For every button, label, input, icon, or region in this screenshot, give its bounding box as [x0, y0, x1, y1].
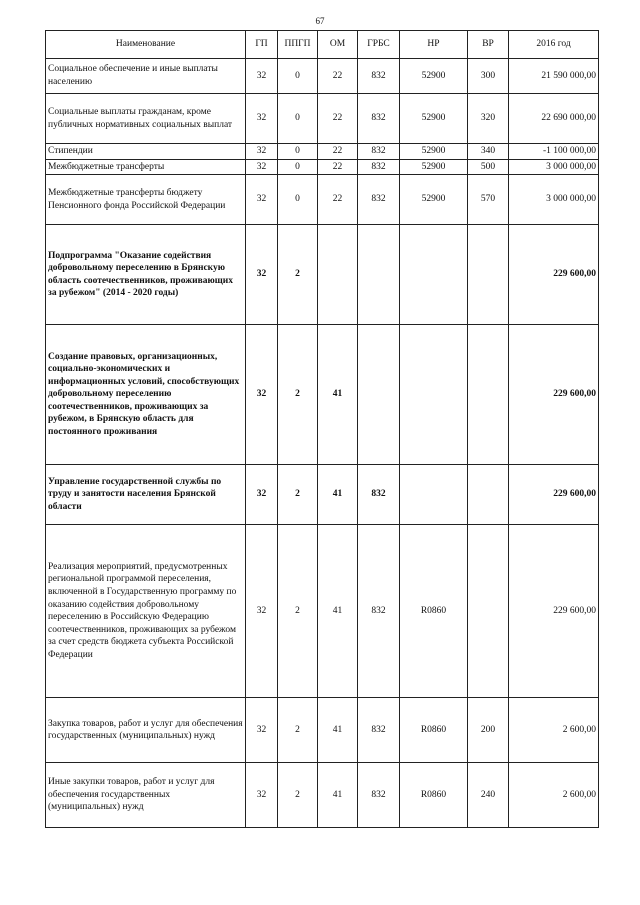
- row-gp: 32: [246, 59, 278, 94]
- row-gp: 32: [246, 465, 278, 525]
- header-vr: ВР: [468, 31, 509, 59]
- row-gp: 32: [246, 225, 278, 325]
- table-row: [46, 698, 599, 763]
- row-amount: 3 000 000,00: [509, 159, 599, 175]
- row-grbs: [358, 225, 400, 325]
- row-om: 41: [318, 698, 358, 763]
- row-vr: [468, 225, 509, 325]
- header-gp: ГП: [246, 31, 278, 59]
- row-om: [318, 225, 358, 325]
- row-nr: 52900: [400, 144, 468, 160]
- row-gp: 32: [246, 159, 278, 175]
- header-nr: НР: [400, 31, 468, 59]
- row-grbs: 832: [358, 59, 400, 94]
- row-gp: 32: [246, 94, 278, 144]
- table-row: [46, 465, 599, 525]
- table-row: [46, 225, 599, 325]
- row-name: Иные закупки товаров, работ и услуг для обеспечения государственных (муниципальных) нужд: [46, 763, 246, 828]
- row-om: 22: [318, 175, 358, 225]
- row-name: Закупка товаров, работ и услуг для обеспечения государственных (муниципальных) нужд: [46, 698, 246, 763]
- row-grbs: 832: [358, 763, 400, 828]
- header-ppgp: ППГП: [278, 31, 318, 59]
- row-ppgp: 2: [278, 763, 318, 828]
- row-ppgp: 2: [278, 225, 318, 325]
- row-amount: 229 600,00: [509, 465, 599, 525]
- row-ppgp: 0: [278, 94, 318, 144]
- header-year-2016: 2016 год: [509, 31, 599, 59]
- row-ppgp: 0: [278, 59, 318, 94]
- row-vr: [468, 525, 509, 698]
- row-name: Социальные выплаты гражданам, кроме публичных нормативных социальных выплат: [46, 94, 246, 144]
- row-nr: 52900: [400, 175, 468, 225]
- table-row: [46, 763, 599, 828]
- table-row: [46, 59, 599, 94]
- row-nr: R0860: [400, 525, 468, 698]
- table-row: [46, 94, 599, 144]
- row-name: Управление государственной службы по труду и занятости населения Брянской области: [46, 465, 246, 525]
- row-om: 22: [318, 59, 358, 94]
- row-amount: 21 590 000,00: [509, 59, 599, 94]
- row-vr: [468, 465, 509, 525]
- table-row: [46, 525, 599, 698]
- row-amount: -1 100 000,00: [509, 144, 599, 160]
- row-grbs: 832: [358, 698, 400, 763]
- row-name: Социальное обеспечение и иные выплаты населению: [46, 59, 246, 94]
- row-om: 41: [318, 325, 358, 465]
- row-vr: 320: [468, 94, 509, 144]
- row-ppgp: 0: [278, 175, 318, 225]
- row-om: 22: [318, 144, 358, 160]
- row-grbs: 832: [358, 94, 400, 144]
- row-amount: 229 600,00: [509, 225, 599, 325]
- row-name: Реализация мероприятий, предусмотренных региональной программой переселения, включенной в Государственную программу по оказанию содействия добровольному переселению в Российскую Федерацию соотечественников, проживающих за рубежом за счет средств бюджета субъекта Российской Федерации: [46, 525, 246, 698]
- row-vr: 200: [468, 698, 509, 763]
- row-ppgp: 2: [278, 325, 318, 465]
- row-gp: 32: [246, 325, 278, 465]
- row-om: 41: [318, 465, 358, 525]
- table-row: [46, 325, 599, 465]
- row-ppgp: 0: [278, 144, 318, 160]
- header-name: Наименование: [46, 31, 246, 59]
- row-amount: 22 690 000,00: [509, 94, 599, 144]
- row-nr: [400, 325, 468, 465]
- row-nr: R0860: [400, 763, 468, 828]
- row-gp: 32: [246, 763, 278, 828]
- row-gp: 32: [246, 144, 278, 160]
- row-nr: [400, 225, 468, 325]
- row-grbs: 832: [358, 525, 400, 698]
- row-om: 22: [318, 159, 358, 175]
- row-gp: 32: [246, 698, 278, 763]
- row-name: Подпрограмма "Оказание содействия добровольному переселению в Брянскую область соотечественников, проживающих за рубежом" (2014 - 2020 годы): [46, 225, 246, 325]
- row-nr: 52900: [400, 59, 468, 94]
- row-name: Стипендии: [46, 144, 246, 160]
- table-row: [46, 175, 599, 225]
- row-vr: 500: [468, 159, 509, 175]
- row-name: Межбюджетные трансферты бюджету Пенсионного фонда Российской Федерации: [46, 175, 246, 225]
- row-name: Создание правовых, организационных, социально-экономических и информационных условий, способствующих добровольному переселению соотечественников, проживающих за рубежом, в Брянскую область для постоянного проживания: [46, 325, 246, 465]
- row-grbs: 832: [358, 159, 400, 175]
- page-number: 67: [315, 16, 325, 26]
- row-ppgp: 2: [278, 698, 318, 763]
- row-nr: [400, 465, 468, 525]
- row-ppgp: 2: [278, 525, 318, 698]
- row-ppgp: 2: [278, 465, 318, 525]
- row-om: 41: [318, 763, 358, 828]
- row-grbs: 832: [358, 175, 400, 225]
- row-vr: 340: [468, 144, 509, 160]
- row-amount: 2 600,00: [509, 763, 599, 828]
- row-vr: 300: [468, 59, 509, 94]
- table-row: [46, 144, 599, 160]
- table-row: [46, 159, 599, 175]
- row-amount: 2 600,00: [509, 698, 599, 763]
- row-vr: 240: [468, 763, 509, 828]
- row-gp: 32: [246, 525, 278, 698]
- row-grbs: [358, 325, 400, 465]
- row-om: 22: [318, 94, 358, 144]
- row-ppgp: 0: [278, 159, 318, 175]
- header-grbs: ГРБС: [358, 31, 400, 59]
- row-amount: 3 000 000,00: [509, 175, 599, 225]
- row-amount: 229 600,00: [509, 325, 599, 465]
- row-name: Межбюджетные трансферты: [46, 159, 246, 175]
- row-amount: 229 600,00: [509, 525, 599, 698]
- row-nr: 52900: [400, 159, 468, 175]
- budget-table: [45, 30, 599, 828]
- row-vr: [468, 325, 509, 465]
- header-row: [46, 31, 599, 59]
- row-nr: 52900: [400, 94, 468, 144]
- row-vr: 570: [468, 175, 509, 225]
- row-grbs: 832: [358, 465, 400, 525]
- row-gp: 32: [246, 175, 278, 225]
- row-om: 41: [318, 525, 358, 698]
- row-grbs: 832: [358, 144, 400, 160]
- header-om: ОМ: [318, 31, 358, 59]
- row-nr: R0860: [400, 698, 468, 763]
